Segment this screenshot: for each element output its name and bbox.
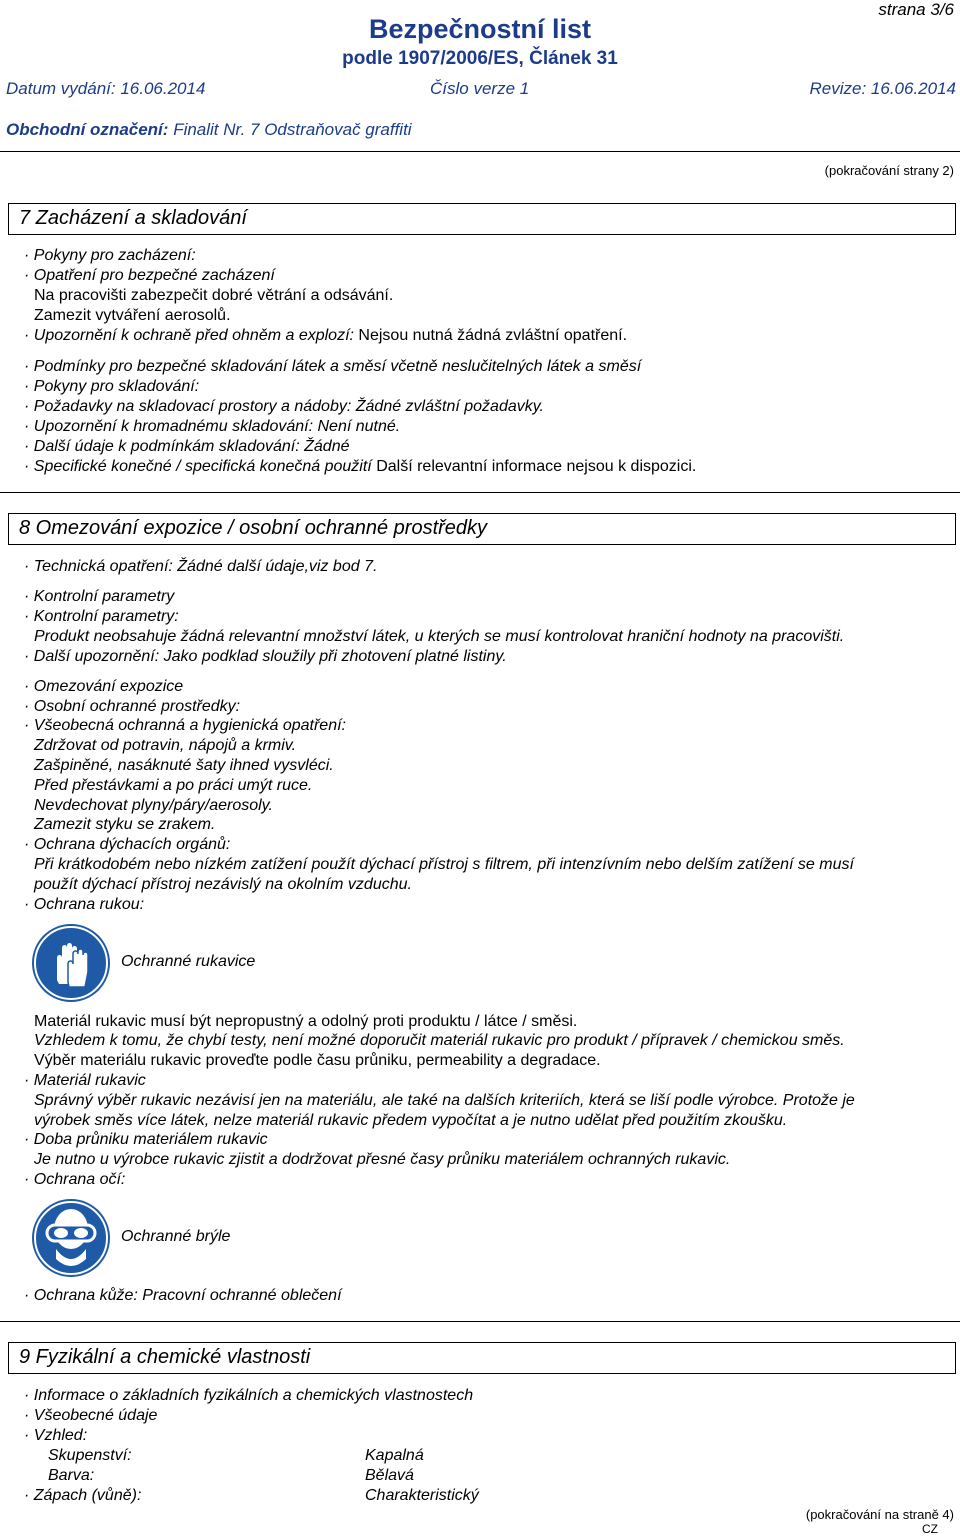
s8-line-7: · Osobní ochranné prostředky: [24,698,241,715]
s7-line-11-label: · Specifické konečné / specifická konečná použití [24,458,372,475]
s8-line-22: Správný výběr rukavic nezávisí jen na materiálu, ale také na dalších kriteriích, která se liší podle výrobce. Protože je [34,1092,855,1109]
s9-line-3: · Vzhled: [24,1427,88,1444]
trade-name [6,120,412,140]
s8-line-1-value: Žádné další údaje,viz bod 7. [172,558,378,575]
continued-on-note: (pokračování na straně 4) [805,1507,954,1522]
header-divider [0,151,960,152]
s9-color-value: Bělavá [365,1467,414,1484]
s8-line-17: · Ochrana rukou: [24,896,145,913]
s8-line-25: Je nutno u výrobce rukavic zjistit a dodržovat přesné časy průniku materiálem ochranných rukavic. [34,1151,731,1168]
s8-line-4: Produkt neobsahuje žádná relevantní množství látek, u kterých se musí kontrolovat hraniční hodnoty na pracovišti. [34,628,845,645]
s8-line-14: · Ochrana dýchacích orgánů: [24,836,231,853]
gloves-label: Ochranné rukavice [121,953,256,970]
s7-line-5 [24,326,627,346]
s7-line-4: Zamezit vytváření aerosolů. [34,307,231,324]
s7-line-10-label: · Další údaje k podmínkám skladování: [24,438,300,455]
section-8-header [8,513,956,545]
s9-form-label: Skupenství: [48,1447,132,1464]
s8-line-27 [24,1286,342,1306]
s8-line-13: Zamezit styku se zrakem. [34,816,216,833]
s8-line-19: Vzhledem k tomu, že chybí testy, není možné doporučit materiál rukavic pro produkt / přípravek / chemickou směs. [34,1032,845,1049]
section-8-title: 8 Omezování expozice / osobní ochranné prostředky [19,517,488,539]
s7-line-8 [24,397,544,417]
s8-line-6: · Omezování expozice [24,678,184,695]
s8-line-24: · Doba průniku materiálem rukavic [24,1131,268,1148]
s7-line-10-value: Žádné [299,438,350,455]
s8-line-11: Před přestávkami a po práci umýt ruce. [34,777,313,794]
s7-line-9-value: Není nutné. [313,418,401,435]
s8-line-26: · Ochrana očí: [24,1171,126,1188]
s9-line-2: · Všeobecné údaje [24,1407,158,1424]
revision-date: Revize: 16.06.2014 [809,79,956,98]
s8-line-5-value: Jako podklad sloužily při zhotovení platné listiny. [159,648,507,665]
section-7-title: 7 Zacházení a skladování [19,207,247,229]
s7-line-11 [24,457,696,477]
s8-line-15: Při krátkodobém nebo nízkém zatížení použít dýchací přístroj s filtrem, při intenzívním nebo delším zatížení se musí [34,856,854,873]
s9-line-1: · Informace o základních fyzikálních a chemických vlastnostech [24,1387,474,1404]
s8-line-12: Nevdechovat plyny/páry/aerosoly. [34,797,273,814]
s8-line-18: Materiál rukavic musí být nepropustný a odolný proti produktu / látce / směsi. [34,1013,578,1030]
version-number: Číslo verze 1 [430,79,530,98]
document-subtitle: podle 1907/2006/ES, Článek 31 [342,48,618,69]
page-number: strana 3/6 [878,0,954,19]
s7-line-8-label: · Požadavky na skladovací prostory a nádoby: [24,398,352,415]
goggles-icon [32,1199,110,1277]
s8-line-8: · Všeobecná ochranná a hygienická opatření: [24,717,346,734]
s7-line-10 [24,437,350,457]
section-8-divider [0,1321,960,1322]
s8-line-21: · Materiál rukavic [24,1072,146,1089]
section-9-title: 9 Fyzikální a chemické vlastnosti [19,1346,311,1368]
s8-line-20: Výběr materiálu rukavic proveďte podle času průniku, permeability a degradace. [34,1052,601,1069]
s8-line-27-label: · Ochrana kůže: [24,1287,138,1304]
s7-line-9-label: · Upozornění k hromadnému skladování: [24,418,314,435]
document-title: Bezpečnostní list [368,14,592,44]
s7-line-3: Na pracovišti zabezpečit dobré větrání a odsávání. [34,287,394,304]
s8-line-16: použít dýchací přístroj nezávislý na okolním vzduchu. [34,876,412,893]
s7-line-5-value: Nejsou nutná žádná zvláštní opatření. [353,327,628,344]
trade-name-label: Obchodní označení: [6,120,169,139]
trade-name-value: Finalit Nr. 7 Odstraňovač graffiti [173,120,412,139]
continued-from-note: (pokračování strany 2) [824,163,954,178]
s7-line-6: · Podmínky pro bezpečné skladování látek a směsí včetně neslučitelných látek a směsí [24,358,642,375]
s9-odor-value: Charakteristický [365,1487,479,1504]
s7-line-7: · Pokyny pro skladování: [24,378,200,395]
s7-line-11-value: Další relevantní informace nejsou k dispozici. [371,458,697,475]
s8-line-9: Zdržovat od potravin, nápojů a krmiv. [34,737,297,754]
s8-line-23: výrobek směs více látek, nelze materiál rukavic předem vypočítat a je nutno udělat před použitím zkoušku. [34,1112,788,1129]
s8-line-10: Zašpiněné, nasáknuté šaty ihned vysvléci. [34,757,334,774]
s8-line-1 [24,557,377,577]
s7-line-8-value: Žádné zvláštní požadavky. [351,398,544,415]
goggles-label: Ochranné brýle [121,1228,231,1245]
s8-line-27-value: Pracovní ochranné oblečení [137,1287,342,1304]
s9-form-value: Kapalná [365,1447,424,1464]
s7-line-2: · Opatření pro bezpečné zacházení [24,267,275,284]
s8-line-5-label: · Další upozornění: [24,648,160,665]
s8-line-1-label: · Technická opatření: [24,558,173,575]
country-code: CZ [922,1522,938,1536]
section-9-header [8,1342,956,1374]
gloves-icon [32,924,110,1002]
s7-line-5-label: · Upozornění k ochraně před ohněm a explozí: [24,327,354,344]
s8-line-3: · Kontrolní parametry: [24,608,179,625]
section-7-divider [0,492,960,493]
s8-line-2: · Kontrolní parametry [24,588,175,605]
s7-line-9 [24,417,400,437]
s8-line-5 [24,647,507,667]
s9-color-label: Barva: [48,1467,95,1484]
section-7-header [8,203,956,235]
s9-odor-label: · Zápach (vůně): [24,1487,142,1504]
s7-line-1: · Pokyny pro zacházení: [24,247,196,264]
issue-date: Datum vydání: 16.06.2014 [6,79,206,98]
